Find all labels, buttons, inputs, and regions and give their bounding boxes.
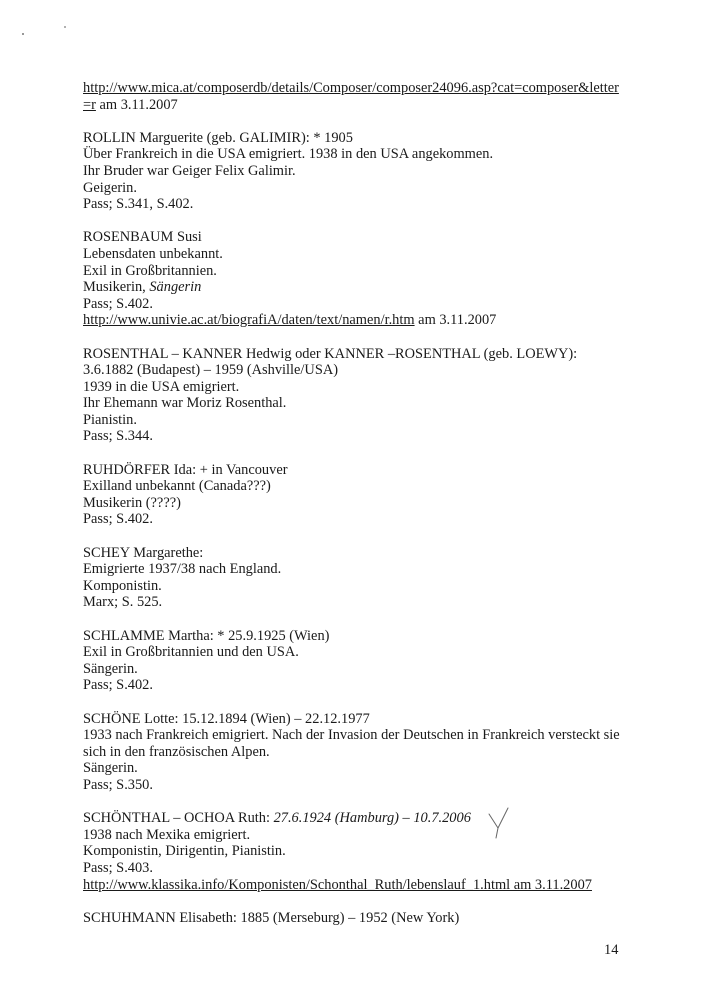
entry-line: Lebensdaten unbekannt.: [83, 245, 223, 262]
entry-line: Pass; S.350.: [83, 776, 153, 793]
entry-line: Geigerin.: [83, 179, 137, 196]
entry-rosenbaum: [83, 229, 628, 329]
entry-line: Pass; S.344.: [83, 428, 153, 445]
profession-plain: Musikerin,: [83, 279, 150, 296]
entry-ruhdorfer: [83, 462, 628, 528]
entry-line: Ihr Bruder war Geiger Felix Galimir.: [83, 162, 296, 179]
profession-italic: Sängerin: [149, 279, 202, 296]
entry-heading: SCHÖNE Lotte: 15.12.1894 (Wien) – 22.12.1977: [83, 710, 370, 727]
entry-heading: ROSENTHAL – KANNER Hedwig oder KANNER –ROSENTHAL (geb. LOEWY):: [83, 345, 578, 362]
page-number: 14: [604, 942, 619, 958]
entry-heading: SCHUHMANN Elisabeth: 1885 (Merseburg) – 1952 (New York): [83, 909, 460, 926]
entry-rollin: [83, 130, 628, 213]
entry-line: Pass; S.402.: [83, 511, 153, 528]
entry-heading: ROSENBAUM Susi: [83, 229, 202, 246]
entry-heading: ROLLIN Marguerite (geb. GALIMIR): * 1905: [83, 129, 353, 146]
mica-link-cont[interactable]: =r: [83, 96, 96, 113]
univie-link[interactable]: http://www.univie.ac.at/biografiA/daten/text/namen/r.htm: [83, 312, 415, 329]
entry-schonthal: [83, 810, 628, 893]
entry-line: sich in den französischen Alpen.: [83, 743, 270, 760]
access-date: am 3.11.2007: [414, 312, 497, 329]
entry-schuhmann: [83, 910, 628, 927]
entry-schone: [83, 711, 628, 794]
entry-line: Exil in Großbritannien.: [83, 262, 217, 279]
entry-profession: [83, 279, 628, 296]
scan-speck: [64, 26, 66, 28]
entry-schey: [83, 545, 628, 611]
entry-line: Sängerin.: [83, 760, 138, 777]
entry-line: Komponistin, Dirigentin, Pianistin.: [83, 843, 286, 860]
entry-heading: SCHEY Margarethe:: [83, 544, 204, 561]
entry-source: Pass; S.402.: [83, 295, 153, 312]
entry-line: Pass; S.341, S.402.: [83, 196, 194, 213]
entry-line: Pass; S.403.: [83, 859, 153, 876]
entry-heading: RUHDÖRFER Ida: + in Vancouver: [83, 461, 288, 478]
entry-line: Ihr Ehemann war Moriz Rosenthal.: [83, 395, 287, 412]
entry-heading: SCHLAMME Martha: * 25.9.1925 (Wien): [83, 627, 330, 644]
klassika-link[interactable]: http://www.klassika.info/Komponisten/Schonthal_Ruth/lebenslauf_1.html am 3.11.2007: [83, 876, 592, 893]
entry-line: Komponistin.: [83, 577, 162, 594]
entry-line: Sängerin.: [83, 660, 138, 677]
entry-heading: [83, 810, 628, 827]
entry-line: 1933 nach Frankreich emigriert. Nach der Invasion der Deutschen in Frankreich versteckt sie: [83, 727, 620, 744]
entry-line: Emigrierte 1937/38 nach England.: [83, 561, 282, 578]
entry-line: Musikerin (????): [83, 494, 181, 511]
entry-line: 1939 in die USA emigriert.: [83, 378, 240, 395]
handwritten-check-mark: [486, 806, 516, 840]
scan-speck: [22, 33, 24, 35]
entry-line: Marx; S. 525.: [83, 594, 163, 611]
entry-heading-dates: 3.6.1882 (Budapest) – 1959 (Ashville/USA): [83, 362, 339, 379]
entry-line: Über Frankreich in die USA emigriert. 1938 in den USA angekommen.: [83, 146, 494, 163]
entry-line: Pass; S.402.: [83, 677, 153, 694]
entry-line: 1938 nach Mexika emigriert.: [83, 826, 251, 843]
heading-name: SCHÖNTHAL – OCHOA Ruth:: [83, 810, 274, 827]
entry-schlamme: [83, 628, 628, 694]
entry-line: Pianistin.: [83, 411, 137, 428]
access-date: am 3.11.2007: [95, 96, 178, 113]
entry-line: Exilland unbekannt (Canada???): [83, 478, 271, 495]
heading-dates: 27.6.1924 (Hamburg) – 10.7.2006: [273, 810, 471, 827]
entry-rosenthal: [83, 346, 628, 446]
mica-link[interactable]: http://www.mica.at/composerdb/details/Composer/composer24096.asp?cat=composer&letter: [83, 80, 619, 96]
entry-line: Exil in Großbritannien und den USA.: [83, 644, 299, 661]
url-block: [83, 80, 628, 113]
page-content: [83, 80, 628, 943]
